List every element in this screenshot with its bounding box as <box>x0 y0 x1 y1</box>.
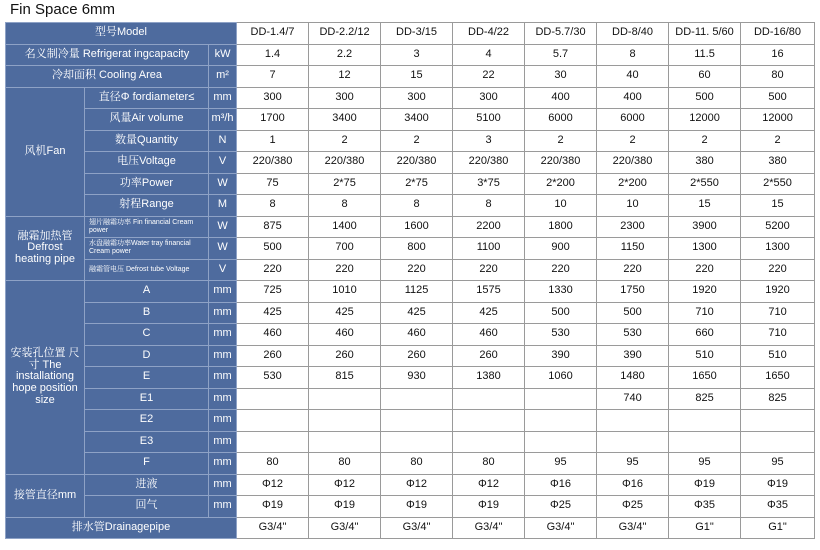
table-row <box>6 367 815 389</box>
row-label: A <box>85 281 209 303</box>
value-cell: 530 <box>237 367 309 389</box>
value-cell: 400 <box>597 87 669 109</box>
unit-cell: mm <box>209 87 237 109</box>
value-cell: 425 <box>381 302 453 324</box>
value-cell: 8 <box>453 195 525 217</box>
value-cell <box>669 431 741 453</box>
value-cell: 1300 <box>741 238 815 260</box>
value-cell: Φ12 <box>453 474 525 496</box>
unit-cell: kW <box>209 44 237 66</box>
value-cell: 220 <box>597 259 669 281</box>
model-cell: DD-8/40 <box>597 23 669 45</box>
table-row <box>6 130 815 152</box>
value-cell: 220/380 <box>237 152 309 174</box>
value-cell: 900 <box>525 238 597 260</box>
value-cell: 3900 <box>669 216 741 238</box>
value-cell: 2 <box>741 130 815 152</box>
value-cell: 220 <box>669 259 741 281</box>
value-cell: 220/380 <box>453 152 525 174</box>
value-cell: 510 <box>669 345 741 367</box>
value-cell: Φ19 <box>237 496 309 518</box>
value-cell: 12000 <box>669 109 741 131</box>
value-cell: 15 <box>669 195 741 217</box>
value-cell: 15 <box>741 195 815 217</box>
table-row <box>6 216 815 238</box>
value-cell: 80 <box>741 66 815 88</box>
unit-cell: M <box>209 195 237 217</box>
value-cell: 460 <box>237 324 309 346</box>
table-row <box>6 44 815 66</box>
value-cell: 500 <box>669 87 741 109</box>
value-cell: 6000 <box>525 109 597 131</box>
spec-table <box>5 22 815 539</box>
table-row <box>6 431 815 453</box>
value-cell: 1600 <box>381 216 453 238</box>
value-cell: 80 <box>381 453 453 475</box>
value-cell: 380 <box>741 152 815 174</box>
value-cell <box>741 410 815 432</box>
value-cell: 80 <box>237 453 309 475</box>
value-cell: Φ19 <box>741 474 815 496</box>
value-cell: 260 <box>453 345 525 367</box>
value-cell: 30 <box>525 66 597 88</box>
unit-cell: W <box>209 216 237 238</box>
value-cell: 460 <box>381 324 453 346</box>
value-cell: 1300 <box>669 238 741 260</box>
value-cell: 95 <box>525 453 597 475</box>
value-cell: 75 <box>237 173 309 195</box>
value-cell: 725 <box>237 281 309 303</box>
value-cell: 12000 <box>741 109 815 131</box>
row-label: 直径Φ fordiameter≤ <box>85 87 209 109</box>
value-cell <box>453 431 525 453</box>
row-label: 电压Voltage <box>85 152 209 174</box>
table-row <box>6 324 815 346</box>
value-cell: 8 <box>597 44 669 66</box>
row-label: 名义制冷量 Refrigerat ingcapacity <box>6 44 209 66</box>
model-cell: DD-3/15 <box>381 23 453 45</box>
value-cell: 220 <box>453 259 525 281</box>
value-cell: Φ12 <box>309 474 381 496</box>
value-cell: 2.2 <box>309 44 381 66</box>
model-cell: DD-16/80 <box>741 23 815 45</box>
value-cell: 2 <box>309 130 381 152</box>
value-cell: 2 <box>597 130 669 152</box>
value-cell: 700 <box>309 238 381 260</box>
value-cell: 260 <box>237 345 309 367</box>
value-cell: 220 <box>237 259 309 281</box>
value-cell: Φ16 <box>597 474 669 496</box>
table-row <box>6 410 815 432</box>
value-cell <box>453 388 525 410</box>
row-label: C <box>85 324 209 346</box>
row-label: 排水管Drainagepipe <box>6 517 237 539</box>
value-cell: 530 <box>597 324 669 346</box>
value-cell: 4 <box>453 44 525 66</box>
value-cell: 5100 <box>453 109 525 131</box>
unit-cell: m³/h <box>209 109 237 131</box>
row-label: 水盘融霜功率Water tray financial Cream power <box>85 238 209 260</box>
header-row <box>6 23 815 45</box>
table-row <box>6 259 815 281</box>
unit-cell: V <box>209 152 237 174</box>
row-group-label: 风机Fan <box>6 87 85 216</box>
value-cell <box>381 410 453 432</box>
unit-cell: mm <box>209 345 237 367</box>
unit-cell: mm <box>209 410 237 432</box>
value-cell: 220/380 <box>525 152 597 174</box>
value-cell <box>525 388 597 410</box>
value-cell: 390 <box>597 345 669 367</box>
value-cell: 3400 <box>381 109 453 131</box>
row-label: E1 <box>85 388 209 410</box>
value-cell <box>237 410 309 432</box>
value-cell: G3/4" <box>237 517 309 539</box>
row-label: 数量Quantity <box>85 130 209 152</box>
unit-cell: mm <box>209 474 237 496</box>
value-cell <box>597 431 669 453</box>
value-cell: 815 <box>309 367 381 389</box>
value-cell: G1" <box>669 517 741 539</box>
value-cell: 10 <box>597 195 669 217</box>
value-cell: G3/4" <box>309 517 381 539</box>
value-cell: 2*550 <box>669 173 741 195</box>
value-cell: 2*200 <box>597 173 669 195</box>
value-cell: 530 <box>525 324 597 346</box>
row-label: 冷却面积 Cooling Area <box>6 66 209 88</box>
row-label: 功率Power <box>85 173 209 195</box>
value-cell: 1010 <box>309 281 381 303</box>
value-cell: 2*200 <box>525 173 597 195</box>
value-cell: G3/4" <box>453 517 525 539</box>
value-cell: 710 <box>741 324 815 346</box>
value-cell: G1" <box>741 517 815 539</box>
value-cell: 1400 <box>309 216 381 238</box>
value-cell: 220 <box>309 259 381 281</box>
value-cell: 425 <box>453 302 525 324</box>
table-row <box>6 152 815 174</box>
table-row <box>6 302 815 324</box>
value-cell: 500 <box>741 87 815 109</box>
value-cell: 8 <box>237 195 309 217</box>
value-cell: 15 <box>381 66 453 88</box>
unit-cell: W <box>209 238 237 260</box>
value-cell: 5.7 <box>525 44 597 66</box>
value-cell: 95 <box>741 453 815 475</box>
row-label: F <box>85 453 209 475</box>
row-label: 风量Air volume <box>85 109 209 131</box>
value-cell <box>381 431 453 453</box>
unit-cell: m² <box>209 66 237 88</box>
unit-cell: mm <box>209 302 237 324</box>
value-cell <box>237 431 309 453</box>
value-cell: 300 <box>309 87 381 109</box>
unit-cell: mm <box>209 388 237 410</box>
value-cell <box>669 410 741 432</box>
table-row <box>6 281 815 303</box>
value-cell: 8 <box>309 195 381 217</box>
value-cell: 1060 <box>525 367 597 389</box>
value-cell: 260 <box>381 345 453 367</box>
value-cell: 2 <box>381 130 453 152</box>
table-row <box>6 66 815 88</box>
value-cell <box>381 388 453 410</box>
value-cell: 10 <box>525 195 597 217</box>
value-cell: 2 <box>669 130 741 152</box>
value-cell: Φ16 <box>525 474 597 496</box>
value-cell: 390 <box>525 345 597 367</box>
value-cell: 1 <box>237 130 309 152</box>
value-cell: 500 <box>597 302 669 324</box>
value-cell: 460 <box>309 324 381 346</box>
value-cell: 1150 <box>597 238 669 260</box>
row-group-label: 融霜加热管 Defrost heating pipe <box>6 216 85 281</box>
value-cell: 2300 <box>597 216 669 238</box>
value-cell: 16 <box>741 44 815 66</box>
value-cell: 1800 <box>525 216 597 238</box>
value-cell: 1575 <box>453 281 525 303</box>
value-cell: Φ12 <box>237 474 309 496</box>
value-cell: 1920 <box>741 281 815 303</box>
row-group-label: 接管直径mm <box>6 474 85 517</box>
value-cell: 460 <box>453 324 525 346</box>
value-cell: 710 <box>669 302 741 324</box>
row-label: B <box>85 302 209 324</box>
value-cell: Φ19 <box>669 474 741 496</box>
value-cell: 1125 <box>381 281 453 303</box>
value-cell: 875 <box>237 216 309 238</box>
value-cell: Φ25 <box>597 496 669 518</box>
value-cell: G3/4" <box>381 517 453 539</box>
model-cell: DD-5.7/30 <box>525 23 597 45</box>
row-label: 翅片融霜功率 Fin financial Cream power <box>85 216 209 238</box>
value-cell: G3/4" <box>597 517 669 539</box>
value-cell: 60 <box>669 66 741 88</box>
value-cell: Φ19 <box>309 496 381 518</box>
table-row <box>6 109 815 131</box>
value-cell: Φ19 <box>381 496 453 518</box>
value-cell <box>309 431 381 453</box>
value-cell: Φ19 <box>453 496 525 518</box>
value-cell: 220 <box>381 259 453 281</box>
value-cell: 12 <box>309 66 381 88</box>
value-cell: 6000 <box>597 109 669 131</box>
value-cell: 220 <box>525 259 597 281</box>
table-row <box>6 453 815 475</box>
value-cell: 11.5 <box>669 44 741 66</box>
unit-cell: mm <box>209 496 237 518</box>
value-cell: 1380 <box>453 367 525 389</box>
row-label: E <box>85 367 209 389</box>
value-cell: 40 <box>597 66 669 88</box>
table-row <box>6 173 815 195</box>
value-cell: 5200 <box>741 216 815 238</box>
row-label: E3 <box>85 431 209 453</box>
value-cell: 425 <box>309 302 381 324</box>
value-cell: 95 <box>597 453 669 475</box>
value-cell: 660 <box>669 324 741 346</box>
table-row <box>6 517 815 539</box>
value-cell: 1650 <box>669 367 741 389</box>
value-cell: 710 <box>741 302 815 324</box>
value-cell: 95 <box>669 453 741 475</box>
value-cell <box>597 410 669 432</box>
table-row <box>6 87 815 109</box>
value-cell: 400 <box>525 87 597 109</box>
row-label: 进液 <box>85 474 209 496</box>
value-cell <box>525 431 597 453</box>
value-cell: 1650 <box>741 367 815 389</box>
unit-cell: mm <box>209 324 237 346</box>
row-label: D <box>85 345 209 367</box>
value-cell: 220/380 <box>597 152 669 174</box>
value-cell: 930 <box>381 367 453 389</box>
row-group-label: 安装孔位置 尺寸 The installationg hope position size <box>6 281 85 475</box>
value-cell: 2*550 <box>741 173 815 195</box>
unit-cell: V <box>209 259 237 281</box>
value-cell: 740 <box>597 388 669 410</box>
value-cell: 2 <box>525 130 597 152</box>
unit-cell: W <box>209 173 237 195</box>
value-cell: 510 <box>741 345 815 367</box>
value-cell: 300 <box>453 87 525 109</box>
value-cell: 825 <box>669 388 741 410</box>
value-cell: 2*75 <box>381 173 453 195</box>
value-cell: 80 <box>309 453 381 475</box>
value-cell: 300 <box>381 87 453 109</box>
value-cell: Φ12 <box>381 474 453 496</box>
value-cell: 8 <box>381 195 453 217</box>
value-cell <box>309 388 381 410</box>
value-cell: 80 <box>453 453 525 475</box>
model-cell: DD-4/22 <box>453 23 525 45</box>
value-cell: Φ25 <box>525 496 597 518</box>
value-cell: 1330 <box>525 281 597 303</box>
value-cell <box>453 410 525 432</box>
value-cell: 1480 <box>597 367 669 389</box>
value-cell <box>309 410 381 432</box>
row-label: E2 <box>85 410 209 432</box>
value-cell: 220/380 <box>381 152 453 174</box>
unit-cell: mm <box>209 431 237 453</box>
page-title: Fin Space 6mm <box>10 1 116 18</box>
value-cell: 3 <box>453 130 525 152</box>
model-cell: DD-11. 5/60 <box>669 23 741 45</box>
value-cell <box>237 388 309 410</box>
value-cell: 1.4 <box>237 44 309 66</box>
value-cell: 22 <box>453 66 525 88</box>
row-label: 融霜管电压 Defrost tube Voltage <box>85 259 209 281</box>
unit-cell: mm <box>209 453 237 475</box>
table-row <box>6 474 815 496</box>
value-cell: 425 <box>237 302 309 324</box>
value-cell: 380 <box>669 152 741 174</box>
value-cell: 1750 <box>597 281 669 303</box>
value-cell <box>741 431 815 453</box>
value-cell: 1100 <box>453 238 525 260</box>
table-row <box>6 496 815 518</box>
row-label: 射程Range <box>85 195 209 217</box>
model-cell: DD-2.2/12 <box>309 23 381 45</box>
value-cell: 7 <box>237 66 309 88</box>
unit-cell: mm <box>209 367 237 389</box>
unit-cell: N <box>209 130 237 152</box>
value-cell: 2*75 <box>309 173 381 195</box>
value-cell <box>525 410 597 432</box>
row-label: 回气 <box>85 496 209 518</box>
model-cell: DD-1.4/7 <box>237 23 309 45</box>
value-cell: Φ35 <box>669 496 741 518</box>
value-cell: 300 <box>237 87 309 109</box>
value-cell: 500 <box>525 302 597 324</box>
value-cell: 2200 <box>453 216 525 238</box>
value-cell: 500 <box>237 238 309 260</box>
value-cell: 220 <box>741 259 815 281</box>
header-label: 型号Model <box>6 23 237 45</box>
table-row <box>6 195 815 217</box>
value-cell: 3*75 <box>453 173 525 195</box>
table-row <box>6 388 815 410</box>
value-cell: G3/4" <box>525 517 597 539</box>
value-cell: Φ35 <box>741 496 815 518</box>
value-cell: 220/380 <box>309 152 381 174</box>
unit-cell: mm <box>209 281 237 303</box>
value-cell: 1700 <box>237 109 309 131</box>
table-row <box>6 345 815 367</box>
value-cell: 800 <box>381 238 453 260</box>
value-cell: 3400 <box>309 109 381 131</box>
table-row <box>6 238 815 260</box>
value-cell: 825 <box>741 388 815 410</box>
value-cell: 1920 <box>669 281 741 303</box>
value-cell: 3 <box>381 44 453 66</box>
value-cell: 260 <box>309 345 381 367</box>
